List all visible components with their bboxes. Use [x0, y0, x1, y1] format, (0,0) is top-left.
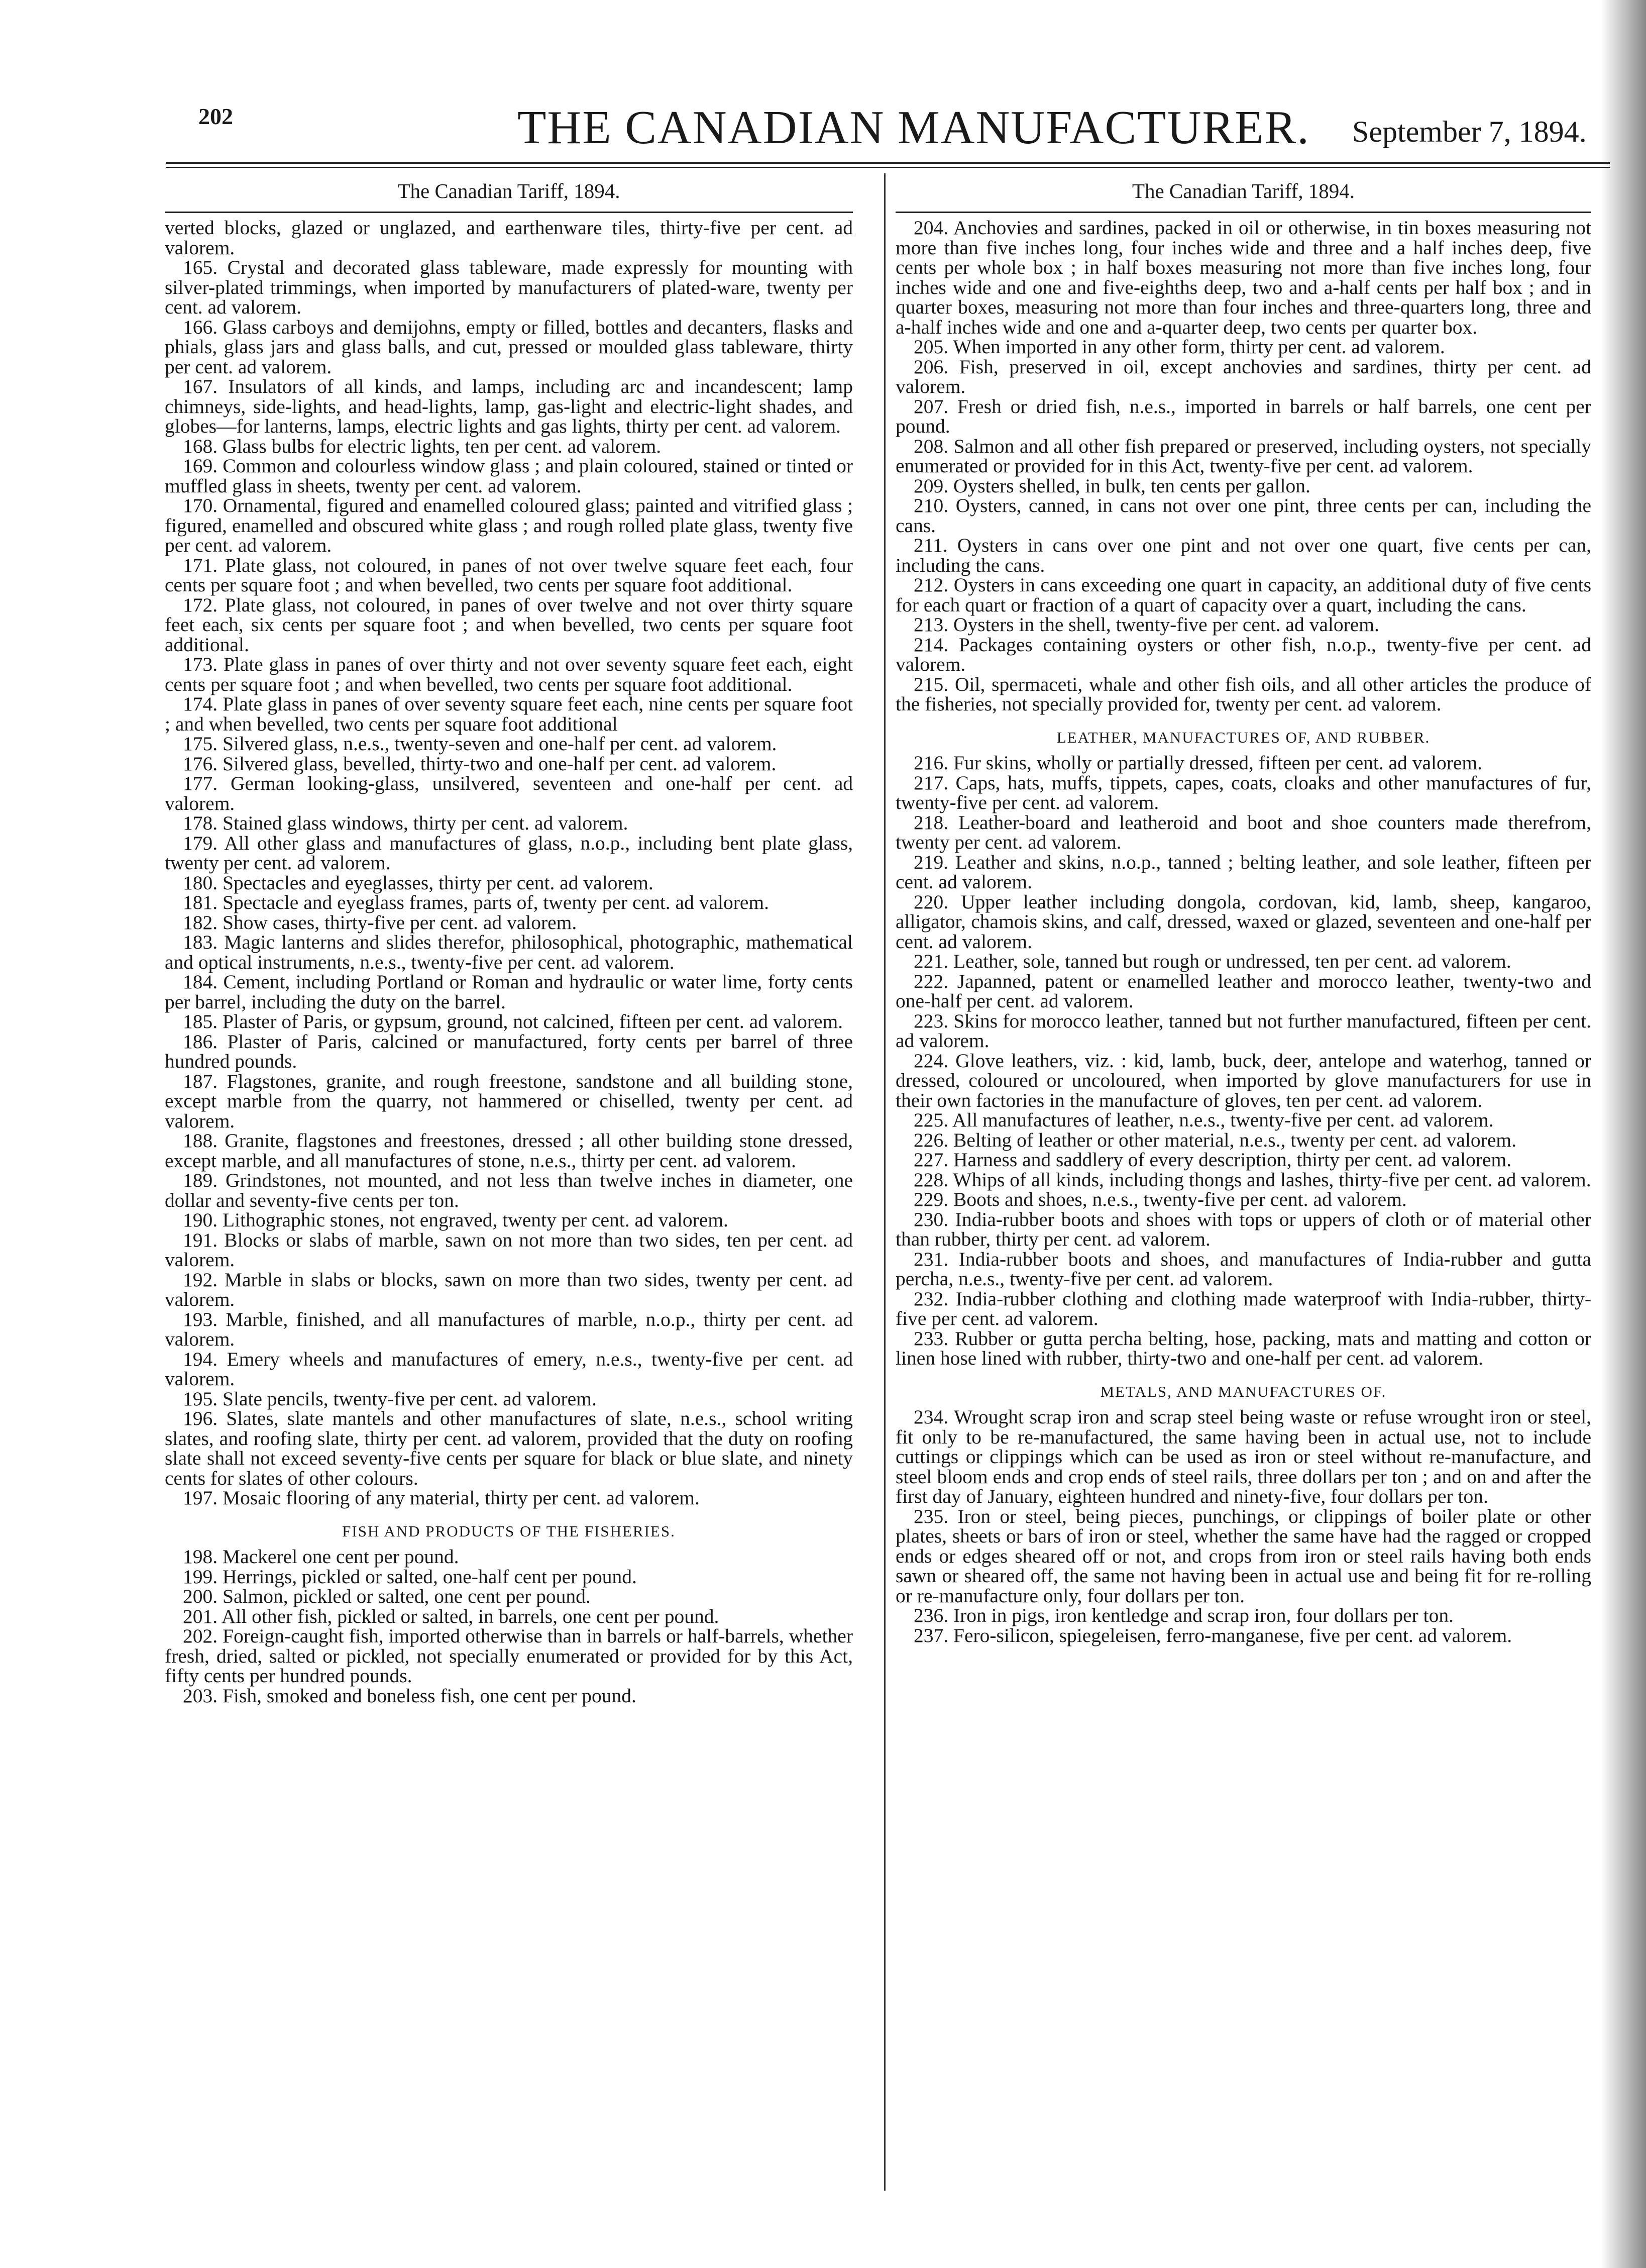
tariff-item: 190. Lithographic stones, not engraved, twenty per cent. ad valorem.: [183, 1209, 728, 1231]
tariff-item: 212. Oysters in cans exceeding one quart in capacity, an additional duty of five cents for each quart or fraction of a quart of capacity over a quart, including the cans.: [896, 574, 1591, 616]
tariff-item: 236. Iron in pigs, iron kentledge and scrap iron, four dollars per ton.: [914, 1604, 1454, 1626]
tariff-item: verted blocks, glazed or unglazed, and earthenware tiles, thirty-five per cent. ad valorem.: [165, 217, 853, 259]
tariff-item: 201. All other fish, pickled or salted, in barrels, one cent per pound.: [183, 1605, 719, 1627]
left-column-heading-rule: [165, 212, 853, 213]
tariff-item: 174. Plate glass in panes of over seventy square feet each, nine cents per square foot ; and when bevelled, two cents per square foot additional: [165, 693, 853, 735]
tariff-item: 211. Oysters in cans over one pint and not over one quart, five cents per can, including the cans.: [896, 534, 1591, 576]
tariff-item: 227. Harness and saddlery of every description, thirty per cent. ad valorem.: [914, 1149, 1512, 1171]
tariff-item: 207. Fresh or dried fish, n.e.s., imported in barrels or half barrels, one cent per pound.: [896, 395, 1591, 437]
tariff-item: 195. Slate pencils, twenty-five per cent. ad valorem.: [183, 1387, 597, 1410]
tariff-item: 231. India-rubber boots and shoes, and manufactures of India-rubber and gutta percha, n.e.s., twenty-five per cent. ad valorem.: [896, 1248, 1591, 1290]
tariff-item: 219. Leather and skins, n.o.p., tanned ; belting leather, and sole leather, fifteen per cent. ad valorem.: [896, 851, 1591, 893]
tariff-item: 203. Fish, smoked and boneless fish, one cent per pound.: [183, 1684, 636, 1707]
tariff-item: 194. Emery wheels and manufactures of emery, n.e.s., twenty-five per cent. ad valorem.: [165, 1348, 853, 1390]
right-column-heading-rule: [896, 212, 1591, 213]
tariff-item: 169. Common and colourless window glass ; and plain coloured, stained or tinted or muffled glass in sheets, twenty per cent. ad valorem.: [165, 455, 853, 497]
tariff-item: 183. Magic lanterns and slides therefor, philosophical, photographic, mathematical and optical instruments, n.e.s., twenty-five per cent. ad valorem.: [165, 931, 853, 973]
tariff-item: 209. Oysters shelled, in bulk, ten cents per gallon.: [914, 474, 1310, 497]
tariff-item: 176. Silvered glass, bevelled, thirty-two and one-half per cent. ad valorem.: [183, 752, 777, 775]
tariff-item: 216. Fur skins, wholly or partially dressed, fifteen per cent. ad valorem.: [914, 752, 1483, 774]
tariff-item: 228. Whips of all kinds, including thongs and lashes, thirty-five per cent. ad valorem.: [914, 1168, 1591, 1191]
right-column-body: [896, 218, 1591, 1645]
tariff-item: 175. Silvered glass, n.e.s., twenty-seven and one-half per cent. ad valorem.: [183, 733, 777, 755]
tariff-item: 171. Plate glass, not coloured, in panes of not over twelve square feet each, four cents per square foot ; and when bevelled, two cents per square foot additional.: [165, 554, 853, 596]
tariff-item: 173. Plate glass in panes of over thirty and not over seventy square feet each, eight cents per square foot ; and when bevelled, two cents per square foot additional.: [165, 653, 853, 695]
tariff-item: 208. Salmon and all other fish prepared or preserved, including oysters, not specially enumerated or provided for in this Act, twenty-five per cent. ad valorem.: [896, 435, 1591, 477]
tariff-item: 200. Salmon, pickled or salted, one cent per pound.: [183, 1585, 591, 1607]
tariff-item: 221. Leather, sole, tanned but rough or undressed, ten per cent. ad valorem.: [914, 950, 1511, 972]
section-heading: FISH AND PRODUCTS OF THE FISHERIES.: [342, 1522, 676, 1540]
tariff-item: 223. Skins for morocco leather, tanned but not further manufactured, fifteen per cent. ad valorem.: [896, 1009, 1591, 1052]
tariff-item: 226. Belting of leather or other material, n.e.s., twenty per cent. ad valorem.: [914, 1128, 1516, 1151]
tariff-item: 215. Oil, spermaceti, whale and other fish oils, and all other articles the produce of the fisheries, not specially provided for, twenty per cent. ad valorem.: [896, 673, 1591, 715]
tariff-item: 187. Flagstones, granite, and rough freestone, sandstone and all building stone, except marble from the quarry, not hammered or chiselled, twenty per cent. ad valorem.: [165, 1070, 853, 1132]
tariff-item: 206. Fish, preserved in oil, except anchovies and sardines, thirty per cent. ad valorem.: [896, 355, 1591, 397]
tariff-item: 230. India-rubber boots and shoes with tops or uppers of cloth or of material other than rubber, thirty per cent. ad valorem.: [896, 1208, 1591, 1250]
tariff-item: 234. Wrought scrap iron and scrap steel being waste or refuse wrought iron or steel, fit only to be re-manufactured, the same having been in actual use, not to include cuttings or clippings which can be used as iron or steel without re-manufacture, and steel bloom ends and crop ends of steel rails, three dollars per ton ; and on and after the first day of January, eighteen hundred and ninety-five, four dollars per ton.: [896, 1406, 1591, 1507]
tariff-item: 213. Oysters in the shell, twenty-five per cent. ad valorem.: [914, 613, 1379, 636]
issue-date: September 7, 1894.: [1352, 115, 1587, 148]
tariff-item: 202. Foreign-caught fish, imported otherwise than in barrels or half-barrels, whether fresh, dried, salted or pickled, not specially enumerated or provided for by this Act, fifty cents per hundred pounds.: [165, 1625, 853, 1687]
tariff-item: 225. All manufactures of leather, n.e.s., twenty-five per cent. ad valorem.: [914, 1109, 1494, 1131]
tariff-item: 168. Glass bulbs for electric lights, ten per cent. ad valorem.: [183, 435, 662, 457]
tariff-item: 182. Show cases, thirty-five per cent. ad valorem.: [183, 911, 577, 934]
tariff-item: 184. Cement, including Portland or Roman and hydraulic or water lime, forty cents per barrel, including the duty on the barrel.: [165, 971, 853, 1013]
tariff-item: 222. Japanned, patent or enamelled leather and morocco leather, twenty-two and one-half per cent. ad valorem.: [896, 970, 1591, 1012]
tariff-item: 237. Fero-silicon, spiegeleisen, ferro-manganese, five per cent. ad valorem.: [914, 1624, 1512, 1646]
tariff-item: 220. Upper leather including dongola, cordovan, kid, lamb, sheep, kangaroo, alligator, chamois skins, and calf, dressed, waxed or glazed, seventeen and one-half per cent. ad valorem.: [896, 890, 1591, 953]
tariff-item: 199. Herrings, pickled or salted, one-half cent per pound.: [183, 1565, 637, 1588]
tariff-item: 232. India-rubber clothing and clothing made waterproof with India-rubber, thirty-five per cent. ad valorem.: [896, 1287, 1591, 1329]
masthead-rule-thin: [166, 167, 1610, 168]
tariff-item: 196. Slates, slate mantels and other manufactures of slate, n.e.s., school writing slates, and roofing slate, thirty per cent. ad valorem, provided that the duty on roofing slate shall not exceed seventy-five cents per square for black or blue slate, and ninety cents for slates of other colours.: [165, 1407, 853, 1489]
tariff-item: 177. German looking-glass, unsilvered, seventeen and one-half per cent. ad valorem.: [165, 772, 853, 814]
tariff-item: 205. When imported in any other form, thirty per cent. ad valorem.: [914, 336, 1445, 358]
tariff-item: 204. Anchovies and sardines, packed in oil or otherwise, in tin boxes measuring not more than five inches long, four inches wide and three and a half inches deep, five cents per whole box ; in half boxes measuring not more than five inches long, four inches wide and one and five-eighths deep, two and a-half cents per half box ; and in quarter boxes, measuring not more than four inches and three-quarters long, three and a-half inches wide and one and a-quarter deep, two cents per quarter box.: [896, 217, 1591, 338]
tariff-item: 218. Leather-board and leatheroid and boot and shoe counters made therefrom, twenty per cent. ad valorem.: [896, 811, 1591, 853]
left-column-body: [165, 218, 853, 1706]
tariff-item: 235. Iron or steel, being pieces, punchings, or clippings of boiler plate or other plates, sheets or bars of iron or steel, whether the same have had the ragged or cropped ends or edges sheared off or not, and crops from iron or steel rails having both ends sawn or sheared off, the same not having been in actual use and being fit for re-rolling or re-manufacture only, four dollars per ton.: [896, 1505, 1591, 1607]
tariff-item: 178. Stained glass windows, thirty per cent. ad valorem.: [183, 812, 628, 834]
tariff-item: 166. Glass carboys and demijohns, empty or filled, bottles and decanters, flasks and phials, glass jars and glass balls, and cut, pressed or moulded glass tableware, thirty per cent. ad valorem.: [165, 316, 853, 378]
tariff-item: 186. Plaster of Paris, calcined or manufactured, forty cents per barrel of three hundred pounds.: [165, 1030, 853, 1072]
tariff-item: 179. All other glass and manufactures of glass, n.o.p., including bent plate glass, twenty per cent. ad valorem.: [165, 832, 853, 874]
tariff-item: 181. Spectacle and eyeglass frames, parts of, twenty per cent. ad valorem.: [183, 891, 770, 913]
page-number: 202: [198, 104, 233, 129]
tariff-item: 167. Insulators of all kinds, and lamps, including arc and incandescent; lamp chimneys, side-lights, and head-lights, lamp, gas-light and electric-light shades, and globes—for lanterns, lamps, electric lights and gas lights, thirty per cent. ad valorem.: [165, 375, 853, 437]
right-column: [896, 173, 1591, 1645]
tariff-item: 217. Caps, hats, muffs, tippets, capes, coats, cloaks and other manufactures of fur, twenty-five per cent. ad valorem.: [896, 771, 1591, 813]
tariff-item: 229. Boots and shoes, n.e.s., twenty-five per cent. ad valorem.: [914, 1188, 1407, 1210]
tariff-item: 197. Mosaic flooring of any material, thirty per cent. ad valorem.: [183, 1487, 700, 1509]
tariff-item: 192. Marble in slabs or blocks, sawn on more than two sides, twenty per cent. ad valorem.: [165, 1268, 853, 1310]
left-column-heading: The Canadian Tariff, 1894.: [397, 179, 620, 202]
tariff-item: 180. Spectacles and eyeglasses, thirty per cent. ad valorem.: [183, 871, 653, 894]
masthead-title: THE CANADIAN MANUFACTURER.: [517, 101, 1310, 154]
section-heading: METALS, AND MANUFACTURES OF.: [1100, 1382, 1387, 1400]
tariff-item: 165. Crystal and decorated glass tableware, made expressly for mounting with silver-plated trimmings, when imported by manufacturers of plated-ware, twenty per cent. ad valorem.: [165, 256, 853, 318]
tariff-item: 198. Mackerel one cent per pound.: [183, 1545, 459, 1568]
section-heading: LEATHER, MANUFACTURES OF, AND RUBBER.: [1056, 728, 1431, 746]
right-column-heading: The Canadian Tariff, 1894.: [1132, 179, 1355, 202]
tariff-item: 233. Rubber or gutta percha belting, hose, packing, mats and matting and cotton or linen hose lined with rubber, thirty-two and one-half per cent. ad valorem.: [896, 1327, 1591, 1369]
tariff-item: 189. Grindstones, not mounted, and not less than twelve inches in diameter, one dollar and seventy-five cents per ton.: [165, 1169, 853, 1211]
tariff-item: 188. Granite, flagstones and freestones, dressed ; all other building stone dressed, except marble, and all manufactures of stone, n.e.s., thirty per cent. ad valorem.: [165, 1129, 853, 1172]
left-column: [165, 173, 853, 1706]
tariff-item: 224. Glove leathers, viz. : kid, lamb, buck, deer, antelope and waterhog, tanned or dressed, coloured or uncoloured, when imported by glove manufacturers for use in their own factories in the manufacture of gloves, ten per cent. ad valorem.: [896, 1049, 1591, 1111]
scan-shadow-edge: [1601, 0, 1646, 2268]
tariff-item: 172. Plate glass, not coloured, in panes of over twelve and not over thirty square feet each, six cents per square foot ; and when bevelled, two cents per square foot additional.: [165, 593, 853, 656]
tariff-item: 210. Oysters, canned, in cans not over one pint, three cents per can, including the cans.: [896, 494, 1591, 537]
tariff-item: 185. Plaster of Paris, or gypsum, ground, not calcined, fifteen per cent. ad valorem.: [183, 1010, 843, 1033]
tariff-item: 170. Ornamental, figured and enamelled coloured glass; painted and vitrified glass ; figured, enamelled and obscured white glass ; and rough rolled plate glass, twenty five per cent. ad valorem.: [165, 494, 853, 556]
tariff-item: 191. Blocks or slabs of marble, sawn on not more than two sides, ten per cent. ad valorem.: [165, 1228, 853, 1271]
tariff-item: 193. Marble, finished, and all manufactures of marble, n.o.p., thirty per cent. ad valorem.: [165, 1308, 853, 1350]
column-divider: [884, 173, 886, 2191]
tariff-item: 214. Packages containing oysters or other fish, n.o.p., twenty-five per cent. ad valorem.: [896, 633, 1591, 675]
masthead-rule: [166, 162, 1610, 164]
